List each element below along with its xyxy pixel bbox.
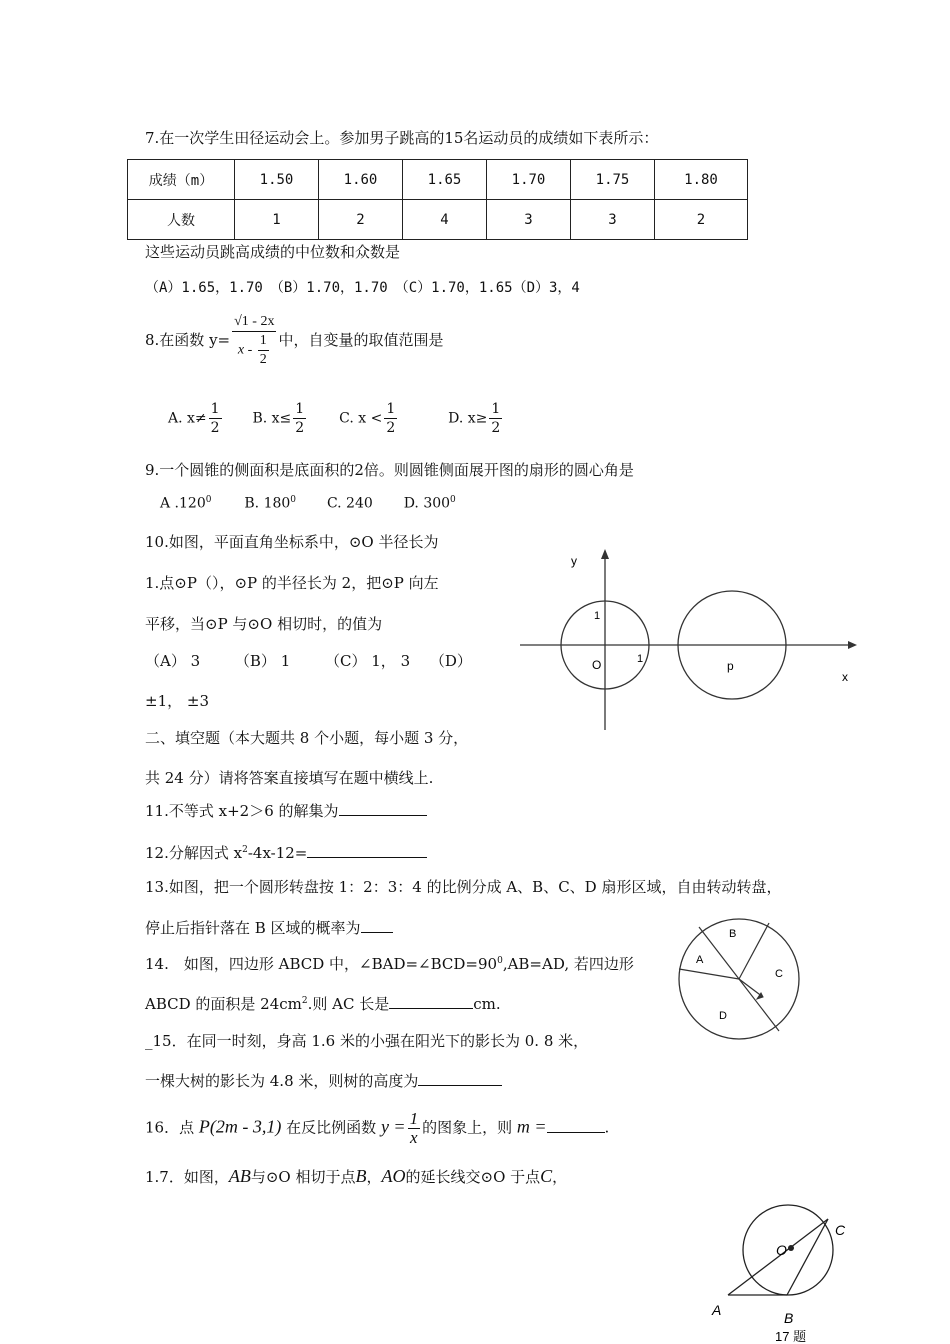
q10-line3: 平移，当⊙P 与⊙O 相切时，的值为: [145, 615, 383, 633]
table-header-row: [128, 160, 748, 200]
q17-part3: ，: [366, 1168, 382, 1186]
frac-den: 2: [210, 420, 220, 436]
p-label: p: [727, 659, 734, 673]
q17-part2: 与⊙O 相切于点: [250, 1168, 356, 1186]
sector-divider: [739, 923, 769, 979]
frac-num: 1: [295, 401, 305, 417]
frac-den: 2: [386, 420, 396, 436]
q16-fraction: [408, 1110, 421, 1147]
table-row: [128, 200, 748, 240]
table-cell: 3: [487, 200, 571, 240]
section2-line1: 二、填空题（本大题共 8 个小题，每小题 3 分，: [145, 729, 469, 747]
q11-line: [145, 800, 427, 821]
q8-half-d: [489, 400, 502, 437]
q10-line1: 10.如图，平面直角坐标系中，⊙O 半径长为: [145, 533, 439, 551]
q16-den: x: [410, 1128, 418, 1147]
q14-line1a: 14. 如图，四边形 ABCD 中，∠BAD=∠BCD=90: [145, 955, 498, 973]
q13-line1: 13.如图，把一个圆形转盘按 1：2：3：4 的比例分成 A、B、C、D 扇形区域，自由转动转盘，: [145, 878, 782, 896]
q14-line2c: cm.: [473, 995, 501, 1013]
y-label: y: [571, 554, 577, 568]
q10-line5: ±1， ±3: [145, 692, 209, 710]
table-cell: 人数: [128, 200, 235, 240]
q13-line2: 停止后指针落在 B 区域的概率为: [145, 919, 361, 937]
degree-sup: 0: [497, 956, 503, 966]
answer-blank[interactable]: [361, 918, 393, 933]
table-cell: 成绩（m）: [128, 160, 235, 200]
table-cell: 3: [571, 200, 655, 240]
q12-line: [145, 842, 427, 863]
origin-label: O: [592, 658, 602, 672]
label-a: A: [712, 1302, 722, 1318]
q17-tangent-figure: [700, 1195, 860, 1344]
x-axis-arrow-icon: [848, 641, 857, 649]
answer-blank[interactable]: [418, 1071, 502, 1086]
q17-b: B: [355, 1166, 367, 1186]
q16-point: P(2m - 3,1): [198, 1116, 282, 1137]
q9-option-c: C. 240: [326, 495, 373, 512]
sector-label-a: A: [696, 954, 704, 966]
frac-den: 2: [491, 420, 501, 436]
q8-option-c: C. x <: [339, 410, 383, 427]
q9-options: [160, 495, 456, 512]
q8-option-d: D. x≥: [448, 410, 488, 427]
answer-blank[interactable]: [339, 801, 427, 816]
q17-part4: 的延长线交⊙O 于点: [405, 1168, 541, 1186]
q8-option-a: A. x≠: [168, 410, 207, 427]
tick-label-y1: 1: [594, 610, 601, 622]
scores-table: [127, 159, 748, 240]
y-axis-arrow-icon: [601, 549, 609, 559]
answer-blank[interactable]: [307, 843, 427, 858]
q10-line4: （A） 3 （B） 1 （C） 1， 3 （D）: [145, 652, 472, 670]
q8-half-a: [209, 400, 222, 437]
frac-den: 2: [295, 420, 305, 436]
q11-text: 11.不等式 x+2＞6 的解集为: [145, 802, 339, 820]
frac-num: 1: [210, 401, 220, 417]
q15-line1: _15．在同一时刻，身高 1.6 米的小强在阳光下的影长为 0. 8 米，: [145, 1032, 589, 1050]
q12-rest: -4x-12=: [247, 844, 308, 862]
table-cell: 1.60: [319, 160, 403, 200]
q17-ab: AB: [228, 1166, 251, 1186]
q13-spinner-figure: [673, 915, 808, 1045]
x-label: x: [842, 670, 848, 684]
q13-line2-wrap: [145, 917, 393, 938]
q15-line2-wrap: [145, 1070, 502, 1091]
q8-line: [145, 313, 444, 369]
q9-stem: 9.一个圆锥的侧面积是底面积的2倍。则圆锥侧面展开图的扇形的圆心角是: [145, 461, 634, 479]
table-cell: 1.65: [403, 160, 487, 200]
q8-prefix: 8.在函数 y=: [145, 331, 231, 349]
q8-half-c: [384, 400, 397, 437]
q16-suffix: 的图象上，则: [422, 1118, 513, 1137]
frac-num: 1: [386, 401, 396, 417]
q7-options: （A）1.65，1.70 （B）1.70，1.70 （C）1.70，1.65（D）3，4: [145, 280, 580, 296]
figure-caption: 17 题: [775, 1329, 807, 1344]
q12-sup: 2: [242, 845, 248, 855]
q8-suffix: 中，自变量的取值范围是: [278, 331, 444, 349]
q16-end: .: [604, 1118, 610, 1137]
tick-label-x1: 1: [637, 653, 644, 665]
q17-line: [145, 1166, 567, 1187]
answer-blank[interactable]: [389, 994, 473, 1009]
q10-coordinate-figure: [515, 545, 860, 735]
table-cell: 2: [319, 200, 403, 240]
q16-line: [145, 1110, 609, 1147]
q17-part5: ，: [552, 1168, 568, 1186]
degree-sup: 0: [290, 495, 297, 505]
degree-sup: 0: [450, 495, 456, 505]
q14-line2b: .则 AC 长是: [307, 995, 390, 1013]
q8-half: [258, 332, 269, 369]
label-o: O: [776, 1242, 787, 1258]
q7-stem: 7.在一次学生田径运动会上。参加男子跳高的15名运动员的成绩如下表所示：: [145, 129, 659, 147]
sector-divider: [679, 969, 739, 979]
q8-denom-left: x -: [237, 342, 253, 358]
sector-label-d: D: [719, 1010, 727, 1022]
q16-prefix: 16．点: [145, 1118, 195, 1137]
q16-mid: 在反比例函数: [286, 1118, 377, 1137]
table-cell: 1.80: [655, 160, 748, 200]
q9-option-d: D. 300: [403, 495, 451, 512]
q8-half-num: 1: [258, 332, 269, 351]
table-cell: 4: [403, 200, 487, 240]
center-dot: [788, 1245, 794, 1251]
sector-label-c: C: [775, 968, 783, 980]
table-cell: 1.70: [487, 160, 571, 200]
q17-part1: 1.7．如图，: [145, 1168, 229, 1186]
table-cell: 2: [655, 200, 748, 240]
q14-line1: [145, 953, 634, 974]
q17-c: C: [540, 1166, 553, 1186]
q8-half-b: [293, 400, 306, 437]
frac-num: 1: [491, 401, 501, 417]
q8-denominator: [232, 332, 276, 369]
table-cell: 1.75: [571, 160, 655, 200]
q12-prefix: 12.分解因式 x: [145, 844, 243, 862]
q16-yeq: y =: [380, 1116, 406, 1137]
table-cell: 1.50: [235, 160, 319, 200]
q14-line1b: ,AB=AD, 若四边形: [502, 955, 634, 973]
chord-bc: [787, 1219, 828, 1295]
q16-num: 1: [409, 1109, 419, 1128]
q14-line2a: ABCD 的面积是 24cm: [145, 995, 302, 1013]
q8-fraction: [232, 313, 276, 369]
q14-sup: 2: [301, 996, 308, 1006]
q15-line2: 一棵大树的影长为 4.8 米，则树的高度为: [145, 1072, 419, 1090]
q16-meq: m =: [516, 1116, 547, 1137]
table-cell: 1: [235, 200, 319, 240]
label-b: B: [784, 1310, 794, 1326]
sector-label-b: B: [729, 928, 737, 940]
q8-options: [168, 400, 504, 437]
q7-question: 这些运动员跳高成绩的中位数和众数是: [145, 243, 401, 261]
section2-line2: 共 24 分）请将答案直接填写在题中横线上.: [145, 769, 434, 787]
degree-sup: 0: [205, 495, 212, 505]
q10-line2: 1.点⊙P（），⊙P 的半径长为 2，把⊙P 向左: [145, 574, 439, 592]
q9-option-b: B. 180: [244, 495, 291, 512]
q17-ao: AO: [381, 1166, 406, 1186]
answer-blank[interactable]: [547, 1118, 605, 1133]
q14-line2: [145, 993, 501, 1014]
q8-numerator: √1 - 2x: [232, 313, 276, 332]
q8-half-den: 2: [259, 352, 267, 367]
label-c: C: [835, 1222, 846, 1238]
q9-option-a: A .120: [160, 495, 206, 512]
sector-divider: [739, 979, 779, 1031]
q8-option-b: B. x≤: [252, 410, 292, 427]
